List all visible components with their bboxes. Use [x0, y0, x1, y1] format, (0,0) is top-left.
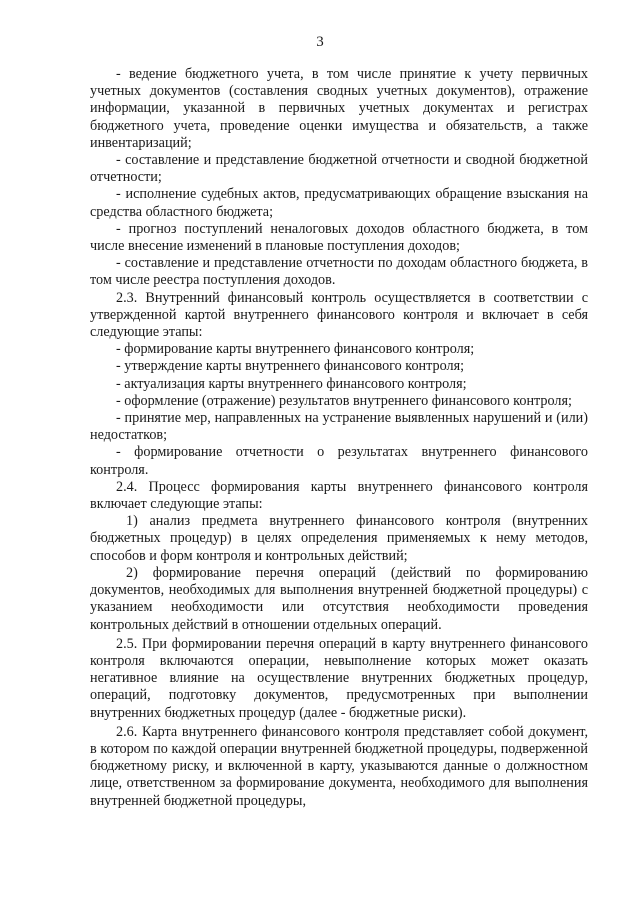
section-2-6: 2.6. Карта внутреннего финансового контроля представляет собой документ, в котором по каждой операции внутренней бюджетной процедуры, подверженной бюджетному риску, и включенной в карту, указываются данные о должностном лице, ответственном за формирование документа, необходимого для выполнения внутренней бюджетной процедуры,	[90, 723, 588, 809]
paragraph-revenue-reporting: - составление и представление отчетности по доходам областного бюджета, в том числе реестра поступления доходов.	[90, 255, 588, 289]
section-2-4: 2.4. Процесс формирования карты внутреннего финансового контроля включает следующие этапы:	[90, 478, 588, 513]
numbered-item-2: 2) формирование перечня операций (действий по формированию документов, необходимых для выполнения внутренней бюджетной процедуры) с указанием необходимости или отсутствия необходимости проведения контрольных действий в отношении отдельных операций.	[90, 564, 588, 633]
stage-forming-map: - формирование карты внутреннего финансового контроля;	[116, 341, 475, 358]
page-number: 3	[316, 34, 324, 50]
stage-eliminating-violations: - принятие мер, направленных на устранение выявленных нарушений и (или) недостатков;	[90, 410, 588, 444]
paragraph-court-acts: - исполнение судебных актов, предусматривающих обращение взыскания на средства областного бюджета;	[90, 186, 588, 220]
stage-recording-results: - оформление (отражение) результатов внутреннего финансового контроля;	[116, 392, 572, 409]
stage-approving-map: - утверждение карты внутреннего финансового контроля;	[116, 358, 465, 375]
section-2-3: 2.3. Внутренний финансовый контроль осуществляется в соответствии с утвержденной картой внутреннего финансового контроля и включает в себя следующие этапы:	[90, 289, 588, 341]
paragraph-budget-accounting: - ведение бюджетного учета, в том числе принятие к учету первичных учетных документов (составления сводных учетных документов), отражение информации, указанной в первичных учетных документах и регистрах бюджетного учета, проведение оценки имущества и обязательств, а также инвентаризаций;	[90, 66, 588, 151]
stage-reporting-results: - формирование отчетности о результатах внутреннего финансового контроля.	[90, 444, 588, 478]
document-body	[90, 66, 588, 810]
section-2-5: 2.5. При формировании перечня операций в карту внутреннего финансового контроля включаются операции, невыполнение которых может оказать негативное влияние на осуществление внутренних бюджетных процедур, операций, подготовку документов, предусмотренных при выполнении внутренних бюджетных процедур (далее - бюджетные риски).	[90, 635, 588, 721]
numbered-item-1: 1) анализ предмета внутреннего финансового контроля (внутренних бюджетных процедур) в целях определения применяемых к нему методов, способов и форм контроля и контрольных действий;	[90, 513, 588, 564]
stage-updating-map: - актуализация карты внутреннего финансового контроля;	[116, 375, 467, 392]
paragraph-revenue-forecast: - прогноз поступлений неналоговых доходов областного бюджета, в том числе внесение изменений в плановые поступления доходов;	[90, 220, 588, 255]
paragraph-reporting: - составление и представление бюджетной отчетности и сводной бюджетной отчетности;	[90, 152, 588, 186]
